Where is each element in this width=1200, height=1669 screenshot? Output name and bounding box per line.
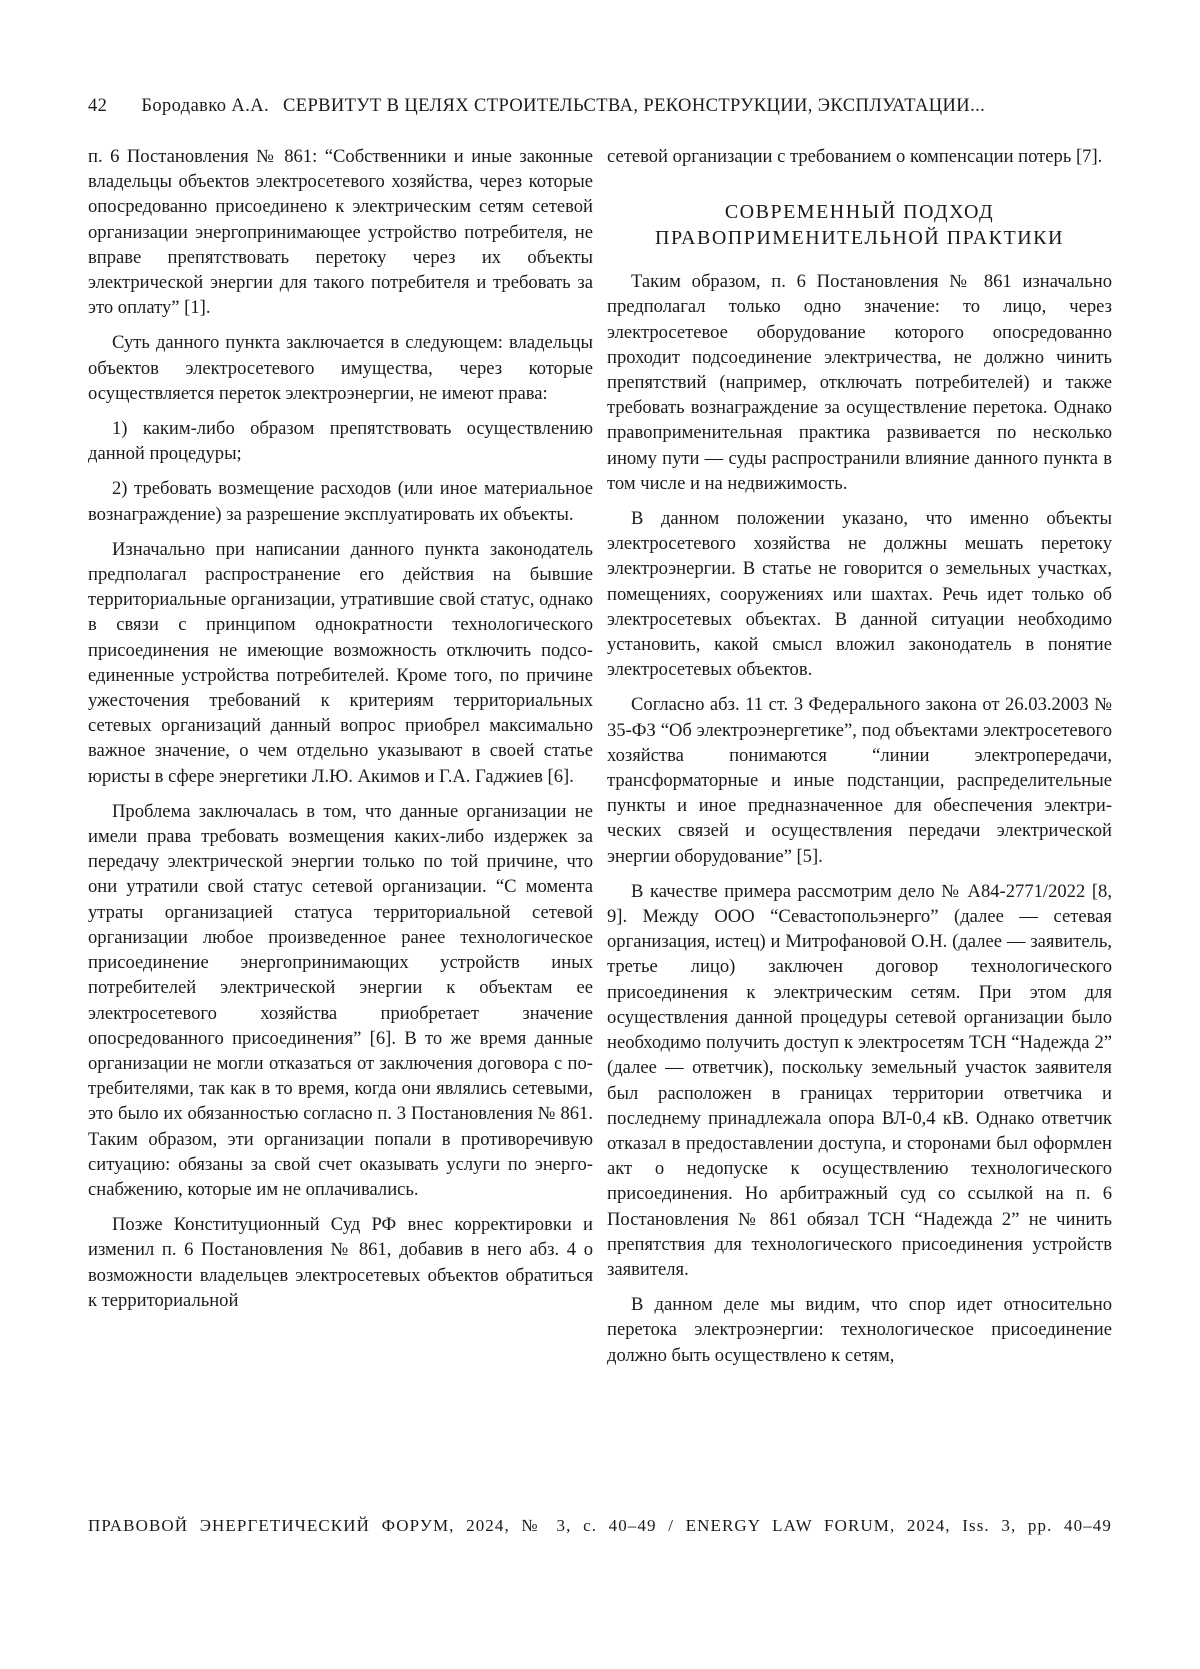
section-heading-line: ПРАВОПРИМЕНИТЕЛЬНОЙ ПРАКТИКИ — [655, 227, 1064, 250]
list-item: 2) требовать возмещение расходов (или иное материальное вознаграждение) за разрешение эксплуатировать их объекты. — [88, 478, 593, 525]
paragraph: п. 6 Постановления № 861: “Собственники и иные законные владельцы объектов электросетевого хозяйства, через которые опосредованно присоединено к электрическим сетям сетевой организации энергопринимающее устройство потребителя, не вправе препятствовать перетоку через их объекты электрической энергии для такого потребителя и требовать за это оплату” [1]. — [88, 146, 593, 319]
section-heading-line: СОВРЕМЕННЫЙ ПОДХОД — [724, 201, 995, 224]
running-header — [88, 96, 1112, 117]
paragraph: Таким образом, п. 6 Постановления № 861 изначально предполагал только одно значение: то лицо, через электросетевое оборудование которого опосредованно проходит подсоединение электричества, не должно чинить препятствий (например, отключать потребителей) и также требовать вознаграждение за осуществление перетока. Однако правоприменительная практика развивается по несколько иному пути — суды распространили влияние данного пункта в том числе и на недвижимость. — [607, 271, 1112, 494]
left-column — [88, 144, 593, 1313]
running-header-title: СЕРВИТУТ В ЦЕЛЯХ СТРОИТЕЛЬСТВА, РЕКОНСТРУКЦИИ, ЭКСПЛУАТАЦИИ... — [283, 96, 986, 116]
page-number: 42 — [88, 96, 108, 116]
paragraph: Позже Конституционный Суд РФ внес корректировки и изменил п. 6 Постановления № 861, добавив в него абз. 4 о возможности владельцев электросетевых объектов обратиться к территориальной — [88, 1214, 593, 1311]
running-header-author: Бородавко А.А. — [141, 96, 270, 116]
paragraph: сетевой организации с требованием о компенсации потерь [7]. — [607, 146, 1103, 167]
paragraph: В качестве примера рассмотрим дело № А84-2771/2022 [8, 9]. Между ООО “Севастопольэнерго” (далее — сетевая организация, истец) и Митрофановой О.Н. (далее — заявитель, третье лицо) заключен договор технологического присоединения к электрическим сетям. При этом для осуществления данной процедуры сетевой организации было необходимо получить доступ к электросетям ТСН “Надежда 2” (далее — ответчик), поскольку земельный участок заявителя был расположен в границах территории ответчика и последнему принадлежала опора ВЛ-0,4 кВ. Однако ответчик отказал в предоставлении доступа, и сторонами был оформлен акт о недопуске к осуществлению технологического присоединения. Но арбитражный суд со ссылкой на п. 6 Постановления № 861 обязал ТСН “Надежда 2” не чинить препятствия для технологического присоединения устройств заявителя. — [607, 880, 1112, 1280]
right-column — [607, 144, 1112, 1368]
paragraph: Согласно абз. 11 ст. 3 Федерального закона от 26.03.2003 № 35-ФЗ “Об электроэнергетике”, под объектами электросетевого хозяйства понимаются “линии электропередачи, трансформаторные и иные подстанции, распределительные пункты и иное предназначенное для обеспечения электрических связей и осуществления передачи электрической энергии оборудование” [5]. — [607, 694, 1112, 867]
paragraph: В данном положении указано, что именно объекты электросетевого хозяйства не должны мешать перетоку электроэнергии. В статье не говорится о земельных участках, помещениях, сооружениях или шахтах. Речь идет только об электросетевых объектах. В данной ситуации необходимо установить, какой смысл вложил законодатель в понятие электросетевых объектов. — [607, 508, 1112, 681]
list-item: 1) каким-либо образом препятствовать осуществлению данной процедуры; — [88, 418, 593, 465]
paragraph: Суть данного пункта заключается в следующем: владельцы объектов электросетевого имущества, через которые осуществляется переток электроэнергии, не имеют права: — [88, 332, 593, 404]
section-heading — [607, 199, 1112, 251]
journal-citation-footer: ПРАВОВОЙ ЭНЕРГЕТИЧЕСКИЙ ФОРУМ, 2024, № 3, с. 40–49 / ENERGY LAW FORUM, 2024, Iss. 3, pp. 40–49 — [88, 1516, 1112, 1535]
paragraph: Изначально при написании данного пункта законодатель предполагал распространение его действия на бывшие территориальные организации, утратившие свой статус, однако в связи с принципом однократности технологического присоединения не имеющие возможность отключить подсоединенные устройства потребителей. Кроме того, по причине ужесточения требований к критериям территориальных сетевых организаций данный вопрос приобрел максимально важное значение, о чем отдельно указывают в своей статье юристы в сфере энергетики Л.Ю. Акимов и Г.А. Гаджиев [6]. — [88, 538, 593, 787]
paragraph: В данном деле мы видим, что спор идет относительно перетока электроэнергии: технологическое присоединение должно быть осуществлено к сетям, — [607, 1294, 1112, 1366]
paragraph: Проблема заключалась в том, что данные организации не имели права требовать возмещения каких-либо издержек за передачу электрической энергии только по той причине, что они утратили свой статус сетевой организации. “С момента утраты организацией статуса территориальной сетевой организации любое произведенное ранее технологическое присоединение энергопринимающих устройств иных потребителей электрической энергии к объектам ее электросетевого хозяйства приобретает значение опосредованного присоединения” [6]. В то же время данные организации не могли отказаться от заключения договора с потребителями, так как в то время, когда они являлись сетевыми, это было их обязанностью согласно п. 3 Постановления № 861. Таким образом, эти организации попали в противоречивую ситуацию: обязаны за свой счет оказывать услуги по энергоснабжению, которые им не оплачивались. — [88, 800, 593, 1200]
